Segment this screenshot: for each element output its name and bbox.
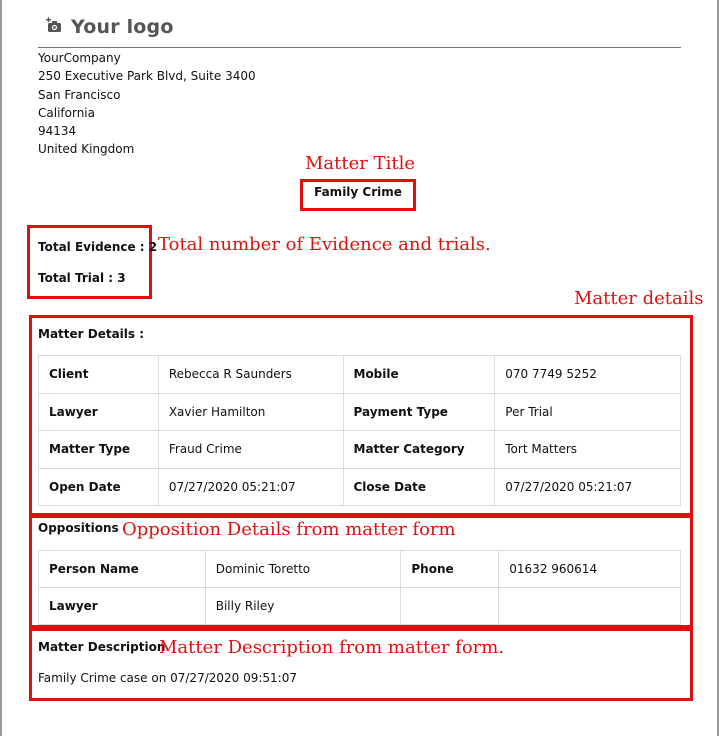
logo-text: Your logo [71, 16, 174, 38]
matter-details-heading: Matter Details : [38, 327, 145, 341]
logo [46, 14, 174, 40]
field-label: Close Date [343, 468, 495, 506]
field-label: Open Date [39, 468, 159, 506]
field-value: Tort Matters [495, 431, 681, 469]
annotation-opposition: Opposition Details from matter form [122, 519, 456, 540]
description-text: Family Crime case on 07/27/2020 09:51:07 [38, 671, 297, 685]
camera-plus-icon [46, 17, 63, 38]
matter-details-table [38, 355, 681, 506]
company-country: United Kingdom [38, 142, 135, 157]
total-evidence: Total Evidence : 2 [38, 240, 158, 254]
header-divider [38, 47, 681, 48]
company-address [38, 49, 256, 159]
annotation-matter-details: Matter details [574, 288, 704, 309]
oppositions-heading: Oppositions [38, 521, 119, 535]
table-row [39, 431, 681, 469]
field-value: 070 7749 5252 [495, 356, 681, 394]
company-state: California [38, 105, 95, 120]
field-value [499, 588, 681, 625]
field-label: Client [39, 356, 159, 394]
description-heading: Matter Description [38, 640, 166, 654]
table-row [39, 356, 681, 394]
field-label: Matter Type [39, 431, 159, 469]
field-label: Matter Category [343, 431, 495, 469]
totals-highlight [27, 225, 152, 299]
table-row [39, 393, 681, 431]
field-value: Fraud Crime [158, 431, 343, 469]
field-value: Xavier Hamilton [158, 393, 343, 431]
annotation-matter-title: Matter Title [305, 153, 416, 174]
field-label: Payment Type [343, 393, 495, 431]
field-label: Person Name [39, 551, 206, 588]
field-label: Lawyer [39, 393, 159, 431]
field-label: Phone [401, 551, 499, 588]
annotation-description: Matter Description from matter form. [159, 637, 505, 658]
field-value: Billy Riley [205, 588, 401, 625]
oppositions-table [38, 550, 681, 625]
field-value: 07/27/2020 05:21:07 [158, 468, 343, 506]
field-value: Dominic Toretto [205, 551, 401, 588]
company-name: YourCompany [38, 51, 121, 65]
company-zip: 94134 [38, 124, 77, 139]
company-city: San Francisco [38, 87, 121, 102]
field-label: Lawyer [39, 588, 206, 625]
total-trial: Total Trial : 3 [38, 271, 126, 285]
field-value: Per Trial [495, 393, 681, 431]
field-value: 01632 960614 [499, 551, 681, 588]
table-row [39, 468, 681, 506]
page-border-left [0, 0, 2, 736]
table-row [39, 588, 681, 625]
field-value: 07/27/2020 05:21:07 [495, 468, 681, 506]
field-label [401, 588, 499, 625]
field-label: Mobile [343, 356, 495, 394]
matter-title: Family Crime [314, 185, 402, 199]
table-row [39, 551, 681, 588]
annotation-totals: Total number of Evidence and trials. [158, 234, 491, 255]
field-value: Rebecca R Saunders [158, 356, 343, 394]
company-street: 250 Executive Park Blvd, Suite 3400 [38, 69, 256, 84]
